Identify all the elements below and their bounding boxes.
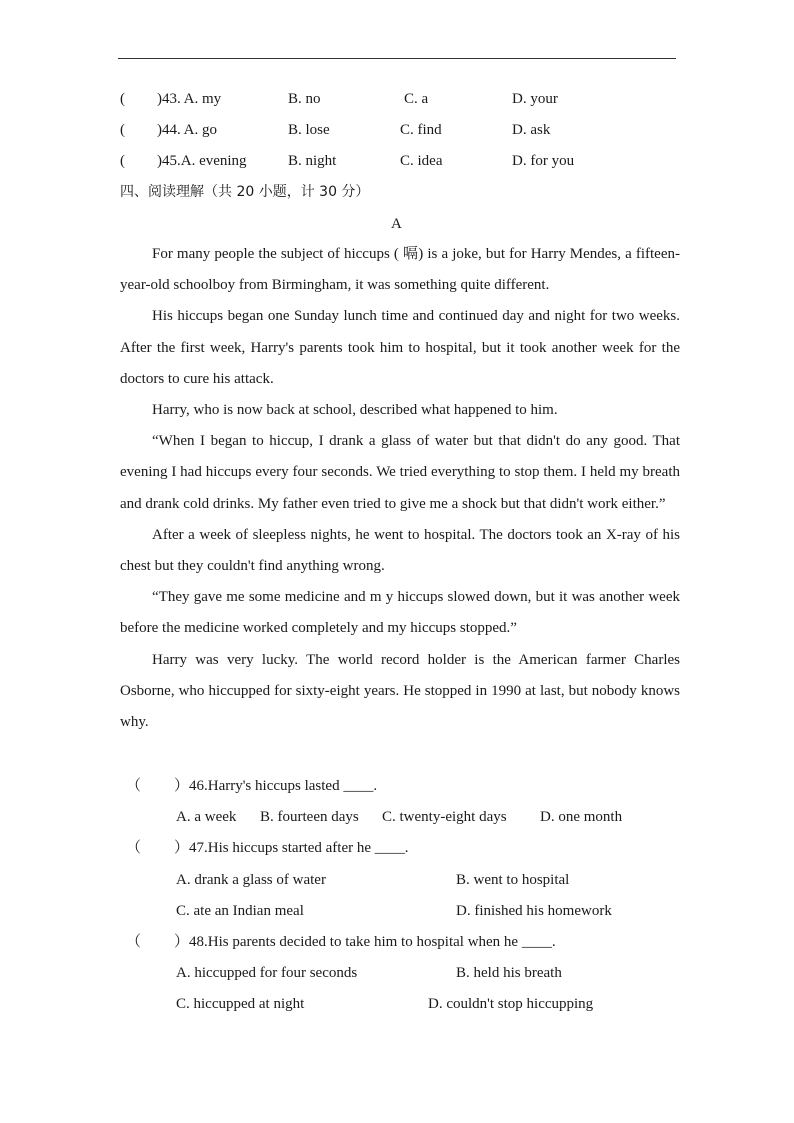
- paragraph: After a week of sleepless nights, he went to hospital. The doctors took an X-ray of his chest but they couldn't find anything wrong.: [120, 526, 680, 575]
- option-a: A. hiccupped for four seconds: [176, 965, 358, 981]
- answer-paren: (: [120, 91, 125, 107]
- option-b: B. fourteen days: [260, 809, 359, 825]
- option-d: D. couldn't stop hiccupping: [428, 996, 594, 1012]
- option-d: D. ask: [512, 122, 551, 138]
- option-b: B. held his breath: [456, 965, 562, 981]
- option-b: B. no: [288, 91, 321, 107]
- option-d: D. one month: [540, 809, 623, 825]
- question-stem: ）46.Harry's hiccups lasted ____.: [174, 778, 378, 794]
- answer-paren: (: [120, 153, 125, 169]
- paragraph: “They gave me some medicine and m y hiccups slowed down, but it was another week before the medicine worked completely and my hiccups stopped.”: [120, 589, 680, 637]
- paragraph: His hiccups began one Sunday lunch time and continued day and night for two weeks. After the first week, Harry's parents took him to hospital, but it took another week for the doctors to cure his attack.: [120, 308, 680, 387]
- option-b: B. went to hospital: [456, 872, 570, 888]
- option-c: C. twenty-eight days: [382, 809, 507, 825]
- answer-paren: （: [126, 840, 142, 856]
- option-a: )45.A. evening: [157, 153, 247, 169]
- option-c: C. find: [400, 122, 442, 138]
- option-c: C. a: [404, 91, 429, 107]
- paragraph: For many people the subject of hiccups ( 嗝) is a joke, but for Harry Mendes, a fifteen-year-old schoolboy from Birmingham, it was something quite different.: [120, 246, 680, 294]
- question-stem: ）47.His hiccups started after he ____.: [174, 840, 409, 856]
- option-a: )44. A. go: [157, 122, 217, 138]
- option-b: B. lose: [288, 122, 330, 138]
- reading-passage: [120, 239, 680, 738]
- option-a: )43. A. my: [157, 91, 222, 107]
- paragraph: “When I began to hiccup, I drank a glass of water but that didn't do any good. That evening I had hiccups every four seconds. We tried everything to stop them. I held my breath and drank cold drinks. My father even tried to give me a shock but that didn't work either.”: [120, 433, 680, 512]
- option-d: D. your: [512, 91, 558, 107]
- answer-paren: （: [126, 934, 142, 950]
- option-b: B. night: [288, 153, 337, 169]
- answer-paren: （: [126, 778, 142, 794]
- header-rule: [118, 58, 676, 59]
- option-c: C. hiccupped at night: [176, 996, 305, 1012]
- answer-paren: (: [120, 122, 125, 138]
- paragraph: Harry was very lucky. The world record holder is the American farmer Charles Osborne, who hiccupped for sixty-eight years. He stopped in 1990 at last, but nobody knows why.: [120, 651, 680, 731]
- section-heading: 四、阅读理解（共 20 小题，计 30 分）: [120, 184, 370, 200]
- passage-label: A: [391, 216, 402, 232]
- option-a: A. drank a glass of water: [176, 872, 326, 888]
- option-d: D. for you: [512, 153, 575, 169]
- paragraph: Harry, who is now back at school, described what happened to him.: [152, 402, 558, 419]
- option-d: D. finished his homework: [456, 903, 612, 919]
- option-c: C. idea: [400, 153, 443, 169]
- question-stem: ）48.His parents decided to take him to hospital when he ____.: [174, 934, 556, 950]
- option-a: A. a week: [176, 809, 237, 825]
- option-c: C. ate an Indian meal: [176, 903, 304, 919]
